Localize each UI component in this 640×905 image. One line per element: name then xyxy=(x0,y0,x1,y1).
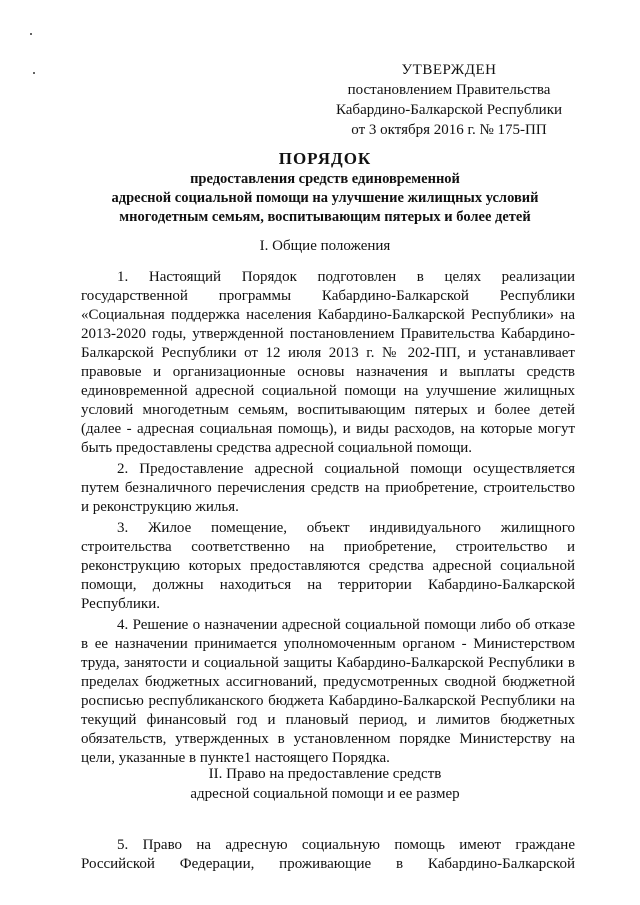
title-main: ПОРЯДОК xyxy=(278,149,372,168)
paragraph-3: 3. Жилое помещение, объект индивидуального жилищного строительства соответственно на приобретение, строительство и реконструкцию которых предоставляются средства адресной социальной помощи, должны находиться на территории Кабардино-Балкарской Республики. xyxy=(81,520,575,612)
approval-line-4: от 3 октября 2016 г. № 175-ПП xyxy=(351,122,547,138)
section-1-heading: I. Общие положения xyxy=(259,238,391,254)
title-sub-3: многодетным семьям, воспитывающим пятерых и более детей xyxy=(119,209,531,225)
paragraph-1: 1. Настоящий Порядок подготовлен в целях реализации государственной программы Кабардино-Балкарской Республики «Социальная поддержка населения Кабардино-Балкарской Республики» на 2013-2020 годы, утвержденной постановлением Правительства Кабардино-Балкарской Республики от 12 июля 2013 г. № 202-ПП, и устанавливает правовые и организационные основы назначения и выплаты средств единовременной адресной социальной помощи на улучшение жилищных условий многодетным семьям, воспитывающим пятерых и более детей (далее - адресная социальная помощь), и виды расходов, на которые могут быть предоставлены средства адресной социальной помощи. xyxy=(81,269,575,456)
document-title xyxy=(60,148,590,227)
approval-line-1: УТВЕРЖДЕН xyxy=(401,62,497,78)
section-2-heading-line-1: II. Право на предоставление средств xyxy=(208,766,442,782)
title-sub-1: предоставления средств единовременной xyxy=(190,171,460,187)
paragraph-2: 2. Предоставление адресной социальной помощи осуществляется путем безналичного перечисления средств на приобретение, строительство и реконструкцию жилья. xyxy=(81,461,575,515)
approval-stamp xyxy=(318,60,580,140)
section-2-heading xyxy=(60,764,590,804)
paragraph-5: 5. Право на адресную социальную помощь имеют граждане Российской Федерации, проживающие в Кабардино-Балкарской xyxy=(81,837,575,872)
section-1-body xyxy=(81,268,575,770)
approval-line-2: постановлением Правительства xyxy=(347,82,551,98)
title-sub-2: адресной социальной помощи на улучшение жилищных условий xyxy=(111,190,539,206)
section-2-body xyxy=(81,836,575,874)
approval-line-3: Кабардино-Балкарской Республики xyxy=(335,102,563,118)
paragraph-4: 4. Решение о назначении адресной социальной помощи либо об отказе в ее назначении принимается уполномоченным органом - Министерством труда, занятости и социальной защиты Кабардино-Балкарской Республики в пределах бюджетных ассигнований, предусмотренных сводной бюджетной росписью республиканского бюджета Кабардино-Балкарской Республики на текущий финансовый год и плановый период, и лимитов бюджетных обязательств, утвержденных в установленном порядке Министерству на цели, указанные в пункте1 настоящего Порядка. xyxy=(81,617,575,766)
section-2-heading-line-2: адресной социальной помощи и ее размер xyxy=(190,786,460,802)
